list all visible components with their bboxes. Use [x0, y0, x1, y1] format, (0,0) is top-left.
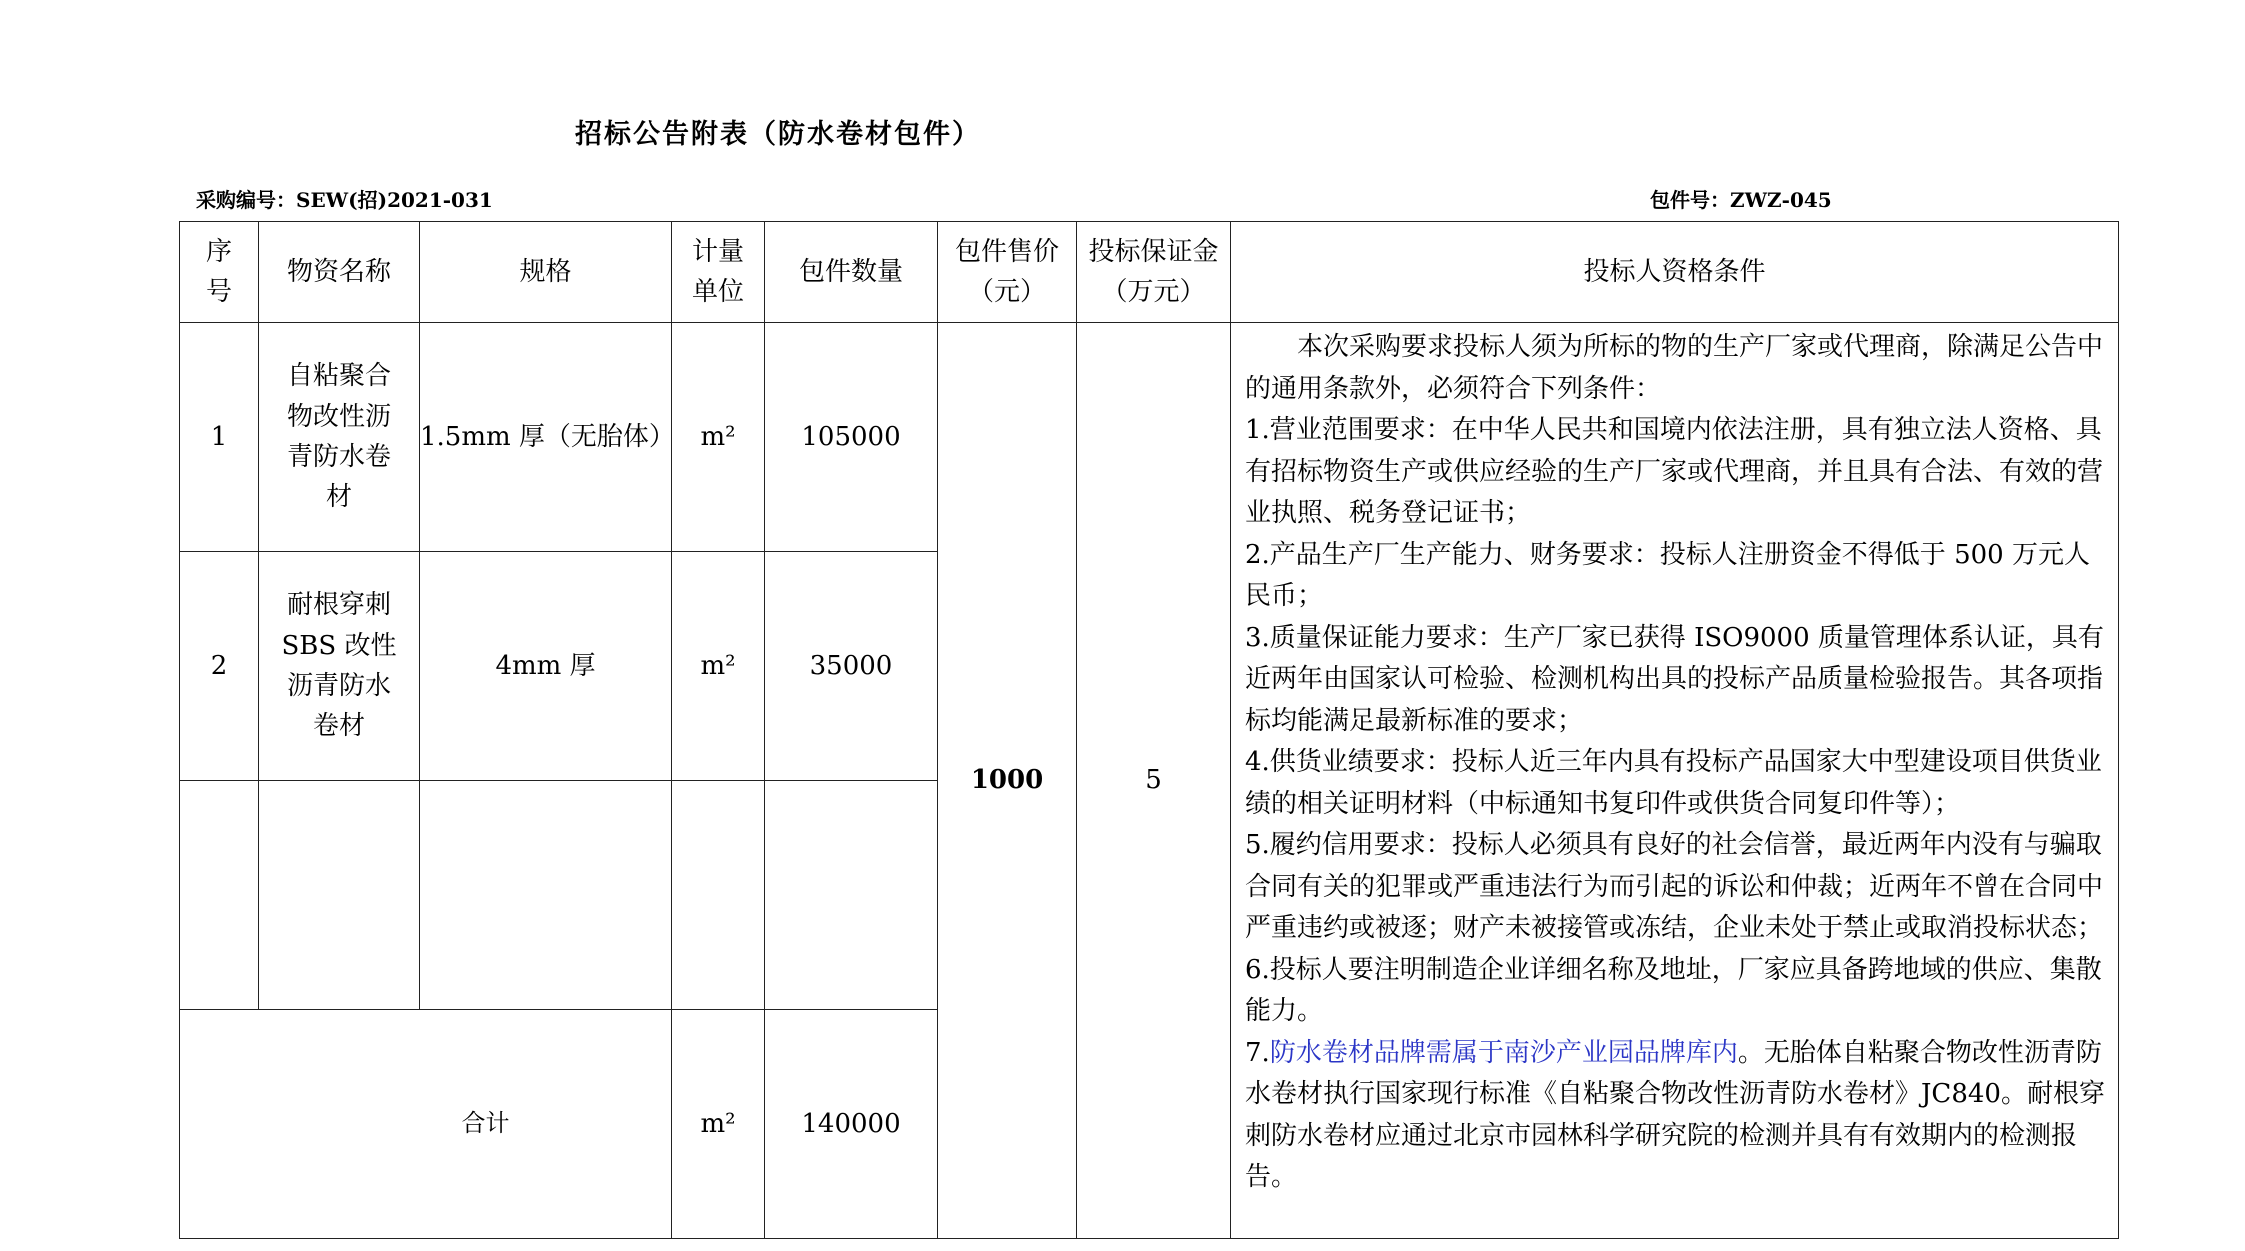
- header-row: [180, 222, 2119, 323]
- qualification-item-5: 5.履约信用要求：投标人必须具有良好的社会信誉，最近两年内没有与骗取合同有关的犯罪或严重违法行为而引起的诉讼和仲裁；近两年不曾在合同中严重违约或被逐；财产未被接管或冻结，企业未处于禁止或取消投标状态；: [1245, 830, 2104, 943]
- page-title: 招标公告附表（防水卷材包件）: [575, 119, 981, 150]
- row-qty: 35000: [765, 552, 938, 781]
- row-spec: 4mm 厚: [420, 552, 672, 781]
- row-spec: [420, 781, 672, 1010]
- item7-highlight: 防水卷材品牌需属于南沙产业园品牌库内: [1269, 1037, 1738, 1068]
- qualification-cell: [1231, 323, 2119, 1239]
- qualification-intro: 本次采购要求投标人须为所标的物的生产厂家或代理商，除满足公告中的通用条款外，必须符合下列条件：: [1245, 332, 2104, 404]
- purchase-number: 采购编号：SEW(招)2021-031: [196, 188, 493, 212]
- row-name: [259, 781, 420, 1010]
- item7-rest: 。无胎体自粘聚合物改性沥青防水卷材执行国家现行标准《自粘聚合物改性沥青防水卷材》JC840。耐根穿刺防水卷材应通过北京市园林科学研究院的检测并具有有效期内的检测报告。: [1245, 1037, 2105, 1192]
- row-qty: [765, 781, 938, 1010]
- row-seq: 1: [180, 323, 259, 552]
- header-qualification: 投标人资格条件: [1231, 222, 2119, 323]
- row-qty: 105000: [765, 323, 938, 552]
- row-unit: m²: [672, 552, 765, 781]
- qualification-item-6: 6.投标人要注明制造企业详细名称及地址，厂家应具备跨地域的供应、集散能力。: [1245, 954, 2102, 1026]
- qualification-item-4: 4.供货业绩要求：投标人近三年内具有投标产品国家大中型建设项目供货业绩的相关证明材料（中标通知书复印件或供货合同复印件等）；: [1245, 747, 2102, 819]
- total-qty: 140000: [765, 1010, 938, 1239]
- qualification-item-7: [1245, 1033, 2108, 1199]
- row-name: 自粘聚合物改性沥青防水卷材: [259, 323, 420, 552]
- qualification-item-1: 1.营业范围要求：在中华人民共和国境内依法注册，具有独立法人资格、具有招标物资生产或供应经验的生产厂家或代理商，并且具有合法、有效的营业执照、税务登记证书；: [1245, 415, 2104, 528]
- package-price: 1000: [938, 323, 1077, 1239]
- header-unit: 计量单位: [672, 222, 765, 323]
- qualification-item-3: 3.质量保证能力要求：生产厂家已获得 ISO9000 质量管理体系认证，具有近两年由国家认可检验、检测机构出具的投标产品质量检验报告。其各项指标均能满足最新标准的要求；: [1245, 622, 2104, 736]
- qualification-item-2: 2.产品生产厂生产能力、财务要求：投标人注册资金不得低于 500 万元人民币；: [1245, 539, 2090, 611]
- header-deposit: 投标保证金（万元）: [1077, 222, 1231, 323]
- total-label: 合计: [180, 1010, 672, 1239]
- header-name: 物资名称: [259, 222, 420, 323]
- row-seq: 2: [180, 552, 259, 781]
- table-row: [180, 323, 2119, 552]
- bid-deposit: 5: [1077, 323, 1231, 1239]
- total-unit: m²: [672, 1010, 765, 1239]
- item7-prefix: 7.: [1245, 1037, 1270, 1068]
- header-spec: 规格: [420, 222, 672, 323]
- row-unit: [672, 781, 765, 1010]
- header-price: 包件售价（元）: [938, 222, 1077, 323]
- row-name: 耐根穿刺SBS 改性沥青防水卷材: [259, 552, 420, 781]
- package-number: 包件号：ZWZ-045: [1650, 188, 1832, 212]
- header-qty: 包件数量: [765, 222, 938, 323]
- tender-table: [179, 221, 2119, 1239]
- header-seq: 序号: [180, 222, 259, 323]
- row-spec: 1.5mm 厚（无胎体）: [420, 323, 672, 552]
- row-seq: [180, 781, 259, 1010]
- row-unit: m²: [672, 323, 765, 552]
